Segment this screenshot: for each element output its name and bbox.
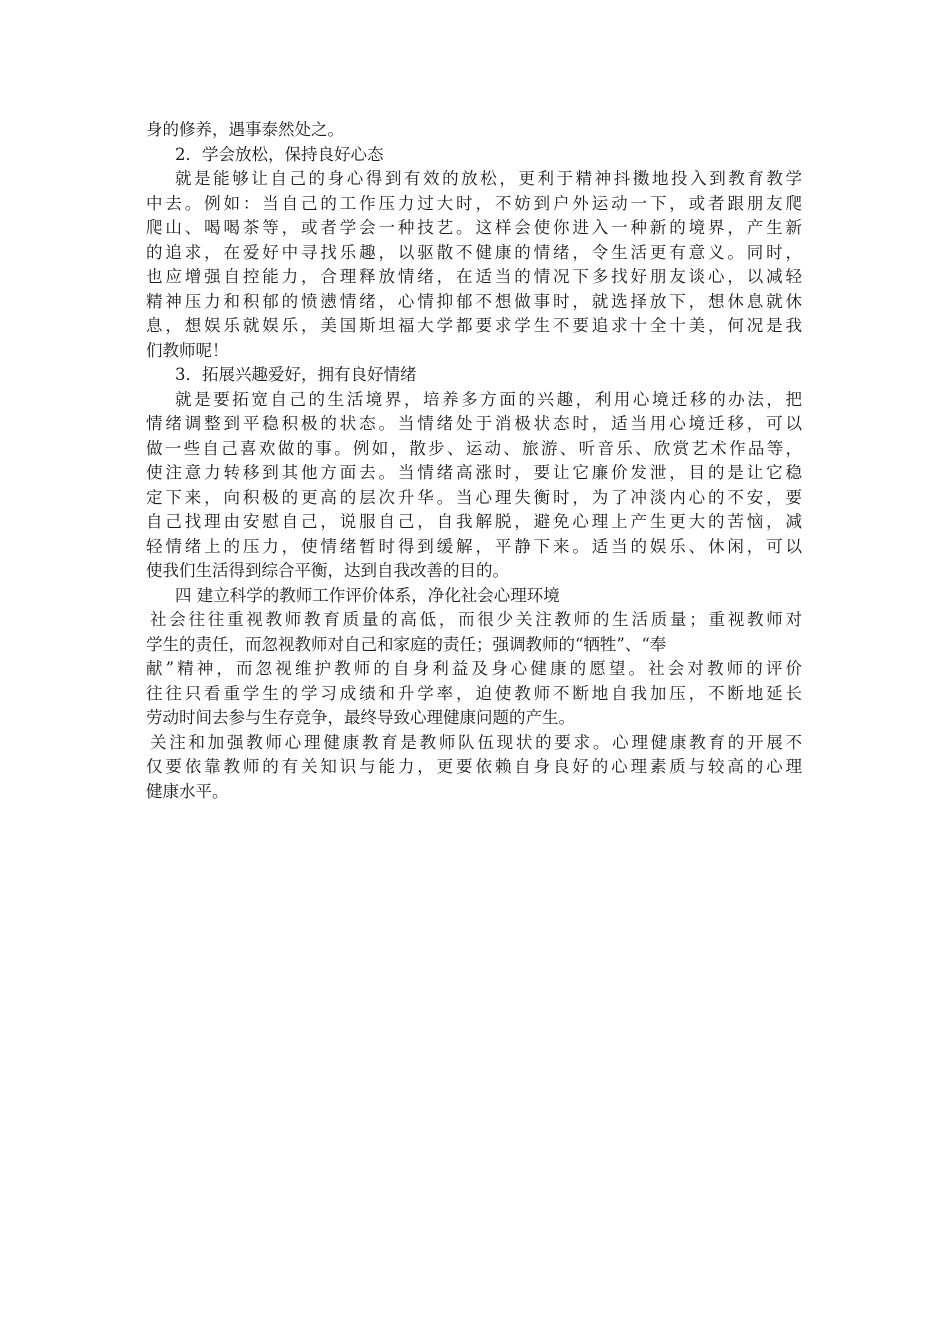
text-line: 学生的责任，而忽视教师对自己和家庭的责任；强调教师的“牺牲”、“奉 — [146, 634, 667, 654]
text-line: 劳动时间去参与生存竞争，最终导致心理健康问题的产生。 — [146, 708, 575, 727]
text-line: 就是能够让自己的身心得到有效的放松，更利于精神抖擞地投入到教育教学 — [175, 169, 802, 188]
text-line: 精神压力和积郁的愤懑情绪，心情抑郁不想做事时，就选择放下，想休息就休 — [146, 291, 802, 311]
text-line: 做一些自己喜欢做的事。例如，散步、运动、旅游、听音乐、欣赏艺术作品等， — [146, 438, 802, 458]
text-line: 也应增强自控能力，合理释放情绪，在适当的情况下多找好朋友谈心，以减轻 — [146, 267, 802, 286]
text-line: 情绪调整到平稳积极的状态。当情绪处于消极状态时，适当用心境迁移，可以 — [146, 414, 802, 433]
text-line: 四 建立科学的教师工作评价体系，净化社会心理环境 — [175, 585, 560, 605]
text-line: 就是要拓宽自己的生活境界，培养多方面的兴趣，利用心境迁移的办法，把 — [175, 389, 802, 409]
text-line: 健康水平。 — [146, 781, 229, 801]
text-line: 中去。例如：当自己的工作压力过大时，不妨到户外运动一下，或者跟朋友爬 — [146, 193, 802, 213]
text-line: 献”精神，而忽视维护教师的自身利益及身心健康的愿望。社会对教师的评价 — [146, 659, 802, 678]
text-line: 仅要依靠教师的有关知识与能力，更要依赖自身良好的心理素质与较高的心理 — [146, 757, 802, 776]
text-line: 使注意力转移到其他方面去。当情绪高涨时，要让它廉价发泄，目的是让它稳 — [146, 463, 802, 482]
text-line: 轻情绪上的压力，使情绪暂时得到缓解，平静下来。适当的娱乐、休闲，可以 — [146, 536, 802, 556]
text-line: 往往只看重学生的学习成绩和升学率，迫使教师不断地自我加压，不断地延长 — [146, 683, 802, 703]
text-line: 的追求，在爱好中寻找乐趣，以驱散不健康的情绪，令生活更有意义。同时， — [146, 242, 802, 262]
text-line: 社会往往重视教师教育质量的高低，而很少关注教师的生活质量；重视教师对 — [150, 610, 802, 629]
text-line: 息，想娱乐就娱乐，美国斯坦福大学都要求学生不要追求十全十美，何况是我 — [146, 316, 802, 335]
text-line: 关注和加强教师心理健康教育是教师队伍现状的要求。心理健康教育的开展不 — [150, 732, 802, 752]
text-line: 们教师呢！ — [146, 340, 229, 360]
text-line: 使我们生活得到综合平衡，达到自我改善的目的。 — [146, 561, 509, 580]
text-line: 爬山、喝喝茶等，或者学会一种技艺。这样会使你进入一种新的境界，产生新 — [146, 218, 802, 237]
document-page — [146, 118, 802, 804]
text-line: 2．学会放松，保持良好心态 — [175, 144, 384, 164]
text-line: 定下来，向积极的更高的层次升华。当心理失衡时，为了冲淡内心的不安，要 — [146, 487, 802, 507]
text-line: 3．拓展兴趣爱好，拥有良好情绪 — [175, 365, 417, 384]
text-line: 自己找理由安慰自己，说服自己，自我解脱，避免心理上产生更大的苦恼，减 — [146, 512, 802, 531]
text-line: 身的修养，遇事泰然处之。 — [146, 120, 344, 139]
